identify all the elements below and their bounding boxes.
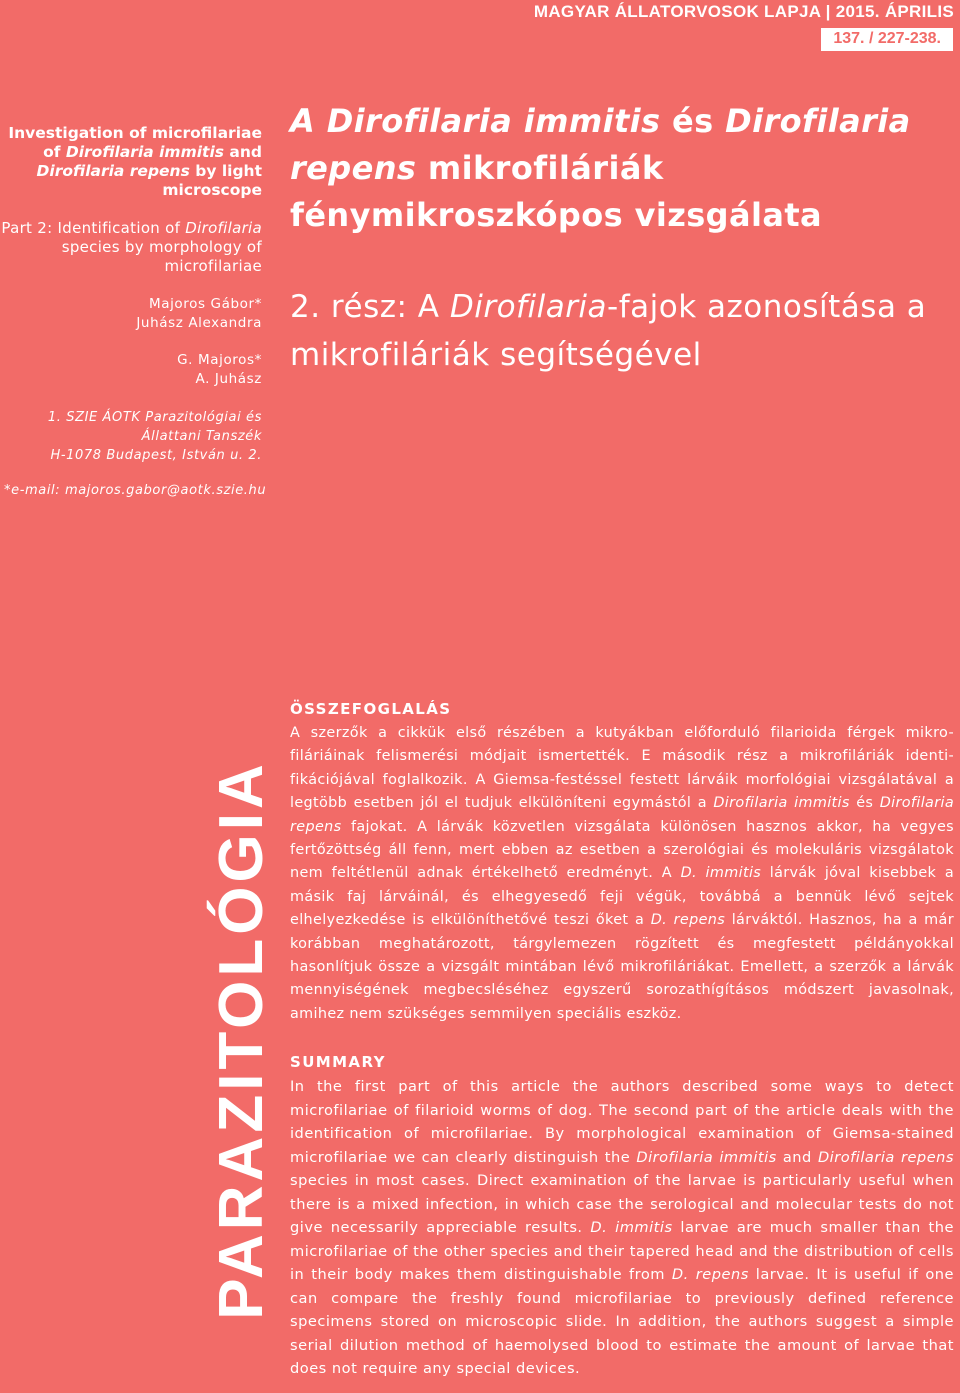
abstract-english bbox=[290, 1053, 954, 1381]
english-title-species-1: Dirofilaria immitis bbox=[65, 143, 224, 161]
species-name: Dirofilaria immitis bbox=[636, 1148, 777, 1166]
abstract-text: és bbox=[849, 795, 880, 812]
author-name: G. Majoros* bbox=[177, 352, 262, 368]
section-label: PARAZITOLÓGIA bbox=[207, 760, 276, 1320]
affiliation-line: H-1078 Budapest, István u. 2. bbox=[50, 448, 262, 463]
species-name: Dirofilaria repens bbox=[817, 1148, 955, 1166]
species-name: D. immitis bbox=[590, 1219, 673, 1236]
affiliation bbox=[0, 408, 262, 465]
english-subtitle-text: Part 2: Identification of bbox=[1, 219, 186, 237]
abstract-text: A szerzők a cikkük első részében a kutyákban előforduló filarioida férgek mikro-filáriáinak felismerési módjait ismertették. E második rész a mikrofiláriák identi-fikációjával foglalkozik. A Giemsa-festéssel festett lárváik morfológiai vizsgálatával a legtöbb esetben jól el tudjuk elkülöníteni egymástól a bbox=[290, 725, 954, 812]
species-name: D. repens bbox=[671, 1266, 749, 1283]
authors-english bbox=[0, 351, 262, 389]
abstract-text: fajokat. A lárvák közvetlen vizsgálata különösen hasznos akkor, ha vegyes fertőzöttség áll fenn, mert ebben az esetben a szerológiai és molekuláris vizsgálatok nem feltétlenül adnak értékelhető eredményt. A bbox=[290, 818, 954, 882]
species-name: D. repens bbox=[650, 912, 726, 929]
species-name: Dirofilaria repens bbox=[290, 795, 954, 835]
species-name: D. immitis bbox=[680, 865, 762, 882]
english-title-text: and bbox=[224, 143, 262, 161]
abstract-text: larvae. It is useful if one can compare the freshly found microfilariae to previously defined reference specimens stored on microscopic slide. In addition, the authors suggest a simple serial dilution method of haemolysed blood to estimate the amount of larvae that does not require any special devices. bbox=[290, 1266, 954, 1377]
abstract-body bbox=[290, 1075, 954, 1381]
authors-hungarian bbox=[0, 295, 262, 333]
hungarian-title bbox=[290, 98, 950, 239]
english-title-text: by light microscope bbox=[162, 162, 262, 199]
english-title-species-2: Dirofilaria repens bbox=[36, 162, 190, 180]
abstract-text: and bbox=[776, 1148, 818, 1166]
page-range-badge: 137. / 227-238. bbox=[821, 28, 953, 51]
section-label-container bbox=[207, 690, 276, 1390]
species-name: Dirofilaria immitis bbox=[713, 795, 850, 812]
hungarian-subtitle-text: -fajok azonosítása a mikrofiláriák segítségével bbox=[290, 289, 927, 373]
abstract-hungarian bbox=[290, 700, 954, 1026]
affiliation-line: Állattani Tanszék bbox=[141, 429, 262, 444]
hungarian-subtitle-text: 2. rész: A bbox=[290, 289, 450, 325]
author-name: A. Juhász bbox=[195, 371, 262, 387]
abstract-text: lárváktól. Hasznos, ha a már korábban meghatározott, tárgylemezen rögzített és megfestett példányokkal hasonlítjuk össze a vizsgált mintában lévő mikrofiláriákat. Emellett, a szerzők a lárvák mennyiségének megbecsléséhez egyszerű sorozathígításos módszert javasolnak, amihez nem szükséges semmilyen speciális eszköz. bbox=[290, 912, 954, 1022]
abstract-text: species in most cases. Direct examination of the larvae is particularly useful when there is a mixed infection, in which case the serological and molecular tests do not give necessarily appreciable results. bbox=[290, 1172, 954, 1236]
journal-header: MAGYAR ÁLLATORVOSOK LAPJA | 2015. ÁPRILIS bbox=[533, 2, 954, 21]
abstract-heading: SUMMARY bbox=[290, 1053, 386, 1071]
affiliation-line: 1. SZIE ÁOTK Parazitológiai és bbox=[47, 410, 262, 425]
english-title-text: Investigation of microfilariae of bbox=[8, 124, 262, 161]
hungarian-title-species-1: A Dirofilaria immitis bbox=[290, 102, 661, 140]
abstract-text: larvae are much smaller than the microfilariae of the other species and their tapered head and the distribution of cells in their body makes them distinguishable from bbox=[290, 1219, 955, 1283]
hungarian-subtitle-genus: Dirofilaria bbox=[449, 289, 608, 325]
author-name: Majoros Gábor* bbox=[148, 296, 262, 312]
english-title bbox=[0, 124, 262, 200]
hungarian-title-text: és bbox=[660, 102, 726, 140]
contact-email: *e-mail: majoros.gabor@aotk.szie.hu bbox=[4, 483, 267, 498]
author-name: Juhász Alexandra bbox=[136, 315, 262, 331]
hungarian-title-text: mikrofiláriák fénymikroszkópos vizsgálata bbox=[290, 149, 823, 234]
english-subtitle bbox=[0, 219, 262, 276]
hungarian-subtitle bbox=[290, 283, 950, 379]
abstract-body bbox=[290, 722, 954, 1026]
abstract-text: lárvák jóval kisebbek a másik faj lárváinál, és elhegyesedő feji végük, továbbá a bennük lévő sejtek elhelyezkedése is elkülöníthetővé teszi őket a bbox=[290, 865, 954, 929]
abstract-text: In the first part of this article the authors described some ways to detect microfilariae of filarioid worms of dog. The second part of the article deals with the identification of microfilariae. By morphological examination of Giemsa-stained microfilariae we can clearly distinguish the bbox=[290, 1078, 954, 1166]
english-subtitle-genus: Dirofilaria bbox=[185, 219, 262, 237]
hungarian-title-species-2: Dirofilaria repens bbox=[290, 102, 911, 187]
english-subtitle-text: species by morphology of microfilariae bbox=[61, 238, 262, 275]
abstract-heading: ÖSSZEFOGLALÁS bbox=[290, 700, 452, 718]
